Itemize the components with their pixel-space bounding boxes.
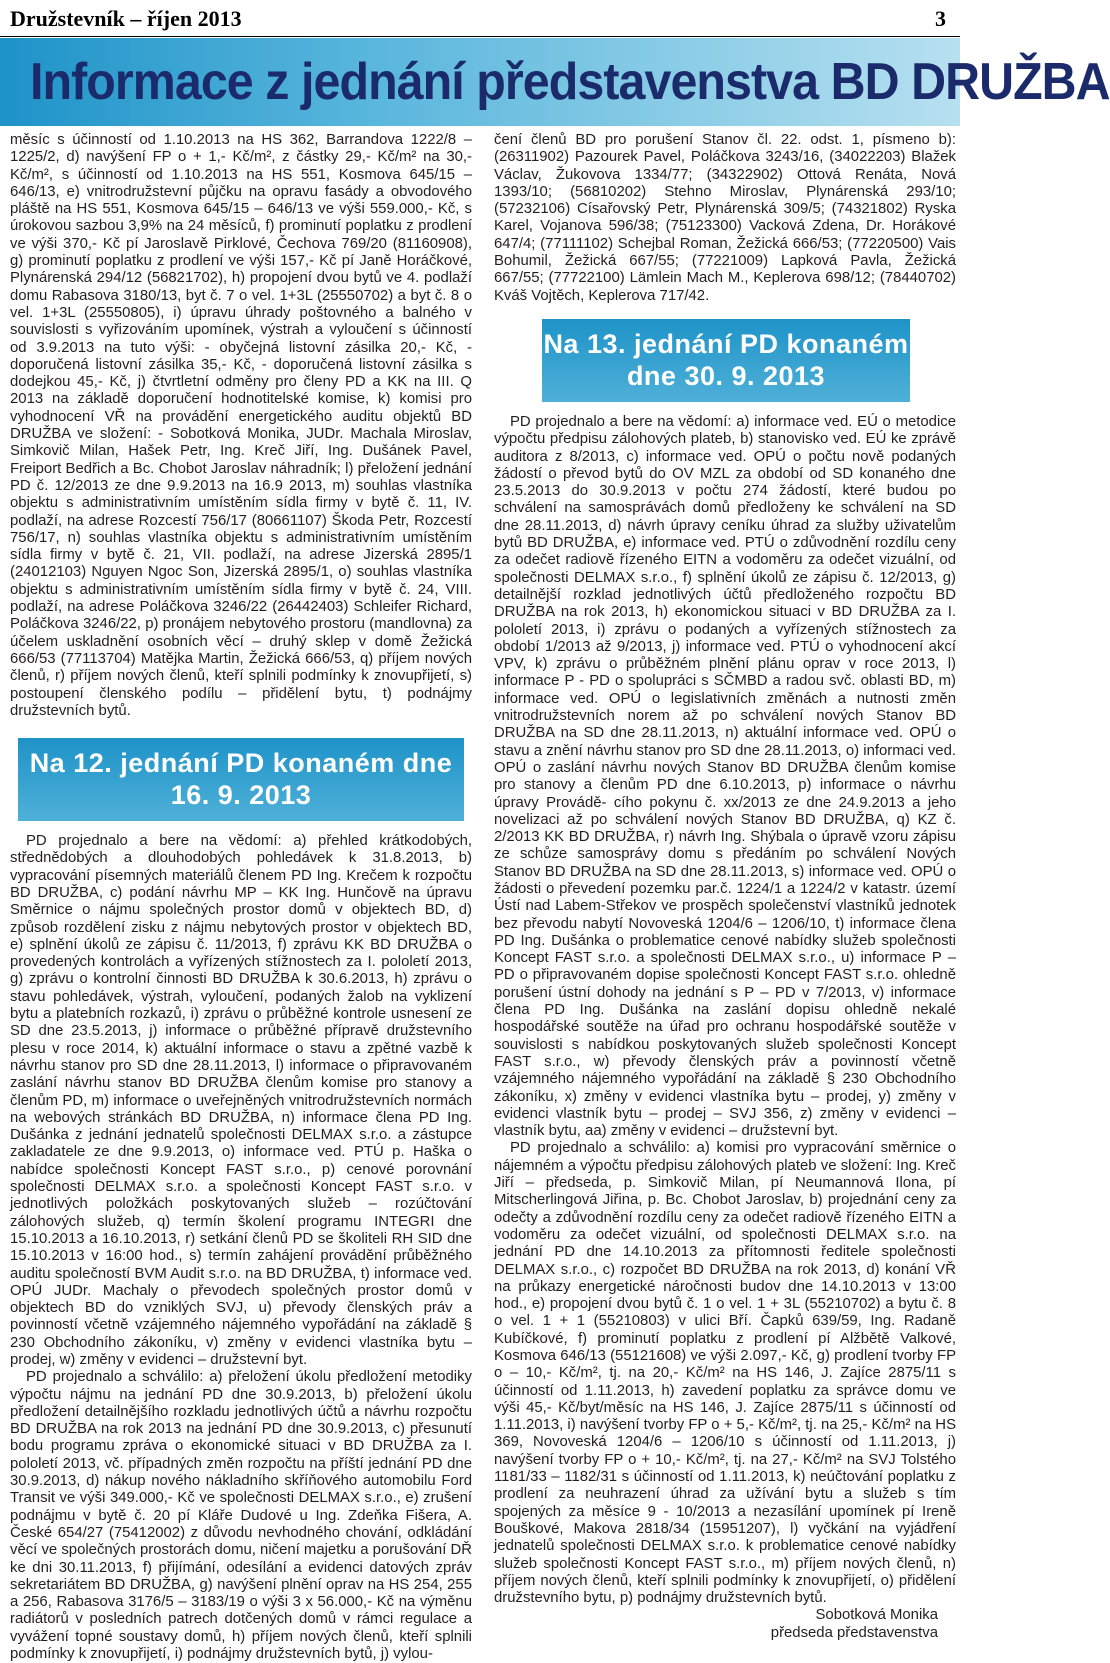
right-paragraph-3: PD projednalo a schválilo: a) komisi pro vypracování směrnice o nájemném a výpočtu předpisu zálohových plateb ve složení: Ing. Kreč Jiří – předseda, p. Simkovič Milan, pí Neumannová Ilona, pí Mitscherlingová Jiřina, p. Bc. Chobot Jaroslav, b) projednání ceny za odečty a zdůvodnění rozdílu ceny za odečet radiově řízeného EITN a vodoměru za odečet vizuální, od společnosti DELMAX s.r.o. na jednání PD dne 14.10.2013 za přítomnosti ředitele společnosti DELMAX s.r.o., c) rozpočet BD DRUŽBA na rok 2013, d) konání VŘ na průkazy energetické náročnosti budov dne 14.10.2013 v 13:00 hod., e) propojení dvou bytů č. 1 o vel. 1 + 3L (55210702) a bytu č. 8 o vel. 1 + 1 (55210803) v ulici Bří. Čapků 639/59, Ing. Radaně Kubíčkové, f) prominutí poplatku z prodlení pí Alžbětě Valkové, Kosmova 646/13 (55121608) ve výši 2.097,- Kč, g) prodlení tvorby FP o – 10,- Kč/m², tj. na 20,- Kč/m² na HS 146, J. Zajíce 2875/11 s účinností od 1.11.2013, h) zavedení poplatku za správce domu ve výši 45,- Kč/byt/měsíc na HS 146, J. Zajíce 2875/11 s účinností od 1.11.2013, i) navýšení tvorby FP o + 5,- Kč/m², tj. na 25,- Kč/m² na HS 369, Novoveská 1204/6 – 1206/10 s účinností od 1.11.2013, j) navýšení tvorby FP o + 10,- Kč/m², tj. na 27,- Kč/m² na SVJ Tolstého 1181/33 – 1182/31 s účinností od 1.11.2013, k) neúčtování poplatku z prodlení za neuhrazení úhrad za užívání bytu a služeb s tím spojených za měsíce 9 - 10/2013 a nezasílání upomínek pí Ireně Bouškové, Makova 2818/34 (15951207), l) vyčkání na vyjádření jednatelů společnosti DELMAX s.r.o. k problematice cenové nabídky služeb společnosti Koncept FAST s.r.o., m) příjem nových členů, n) příjem nových členů, kteří splnili podmínky k znovupřijetí, o) přidělení družstevního bytu, p) podnájmy družstevních bytů.	[494, 1140, 956, 1607]
right-column	[494, 132, 956, 1642]
right-paragraph-1: čení členů BD pro porušení Stanov čl. 22. odst. 1, písmeno b): (26311902) Pazourek Pavel, Poláčkova 3243/16, (34022203) Blažek Václav, Žukovova 1334/77; (34322902) Ottová Renáta, Nová 1393/10; (56810202) Stehno Miroslav, Plynárenská 293/10; (57232106) Císařovský Petr, Plynárenská 309/5; (74321802) Ryska Karel, Vojanova 596/38; (75123300) Vacková Zdena, Dr. Horákové 647/4; (77111102) Schejbal Roman, Žežická 666/53; (77220500) Vais Bohumil, Žežická 667/55; (77221009) Lapková Pavla, Žežická 667/55; (77722100) Lämlein Mach M., Keplerova 698/12; (78440702) Kváš Vojtěch, Keplerova 717/42.	[494, 132, 956, 304]
left-paragraph-2: PD projednalo a bere na vědomí: a) přehled krátkodobých, střednědobých a dlouhodobých pohledávek k 31.8.2013, b) vypracování písemných materiálů členem PD Ing. Krečem k rozpočtu BD DRUŽBA, c) podání návrhu MP – KK Ing. Hunčově na úpravu Směrnice o nájmu společných prostor domů v objektech BD, d) způsob rozdělení zisku z nájmu nebytových prostor v objektech BD, e) splnění úkolů ze zápisu č. 11/2013, f) zprávu KK BD DRUŽBA o provedených kontrolách a vyřízených stížnostech za I. pololetí 2013, g) zprávu o kontrolní činnosti BD DRUŽBA k 30.6.2013, h) zprávu o stavu pohledávek, výstrah, vyloučení, podaných žalob na vyklizení bytu a platebních rozkazů, i) zprávu o průběžné kontrole usnesení ze SD dne 23.5.2013, j) informace o průběžné přípravě družstevního plesu v roce 2014, k) aktuální informace o stavu a zpětné vazbě k návrhu stanov pro SD dne 28.11.2013, l) informace o připravovaném zaslání návrhu stanov BD DRUŽBA členům komise pro stanovy a členům PD, m) informace o uveřejněných vnitrodružstevních normách na webových stránkách BD DRUŽBA, n) informace člena PD Ing. Dušánka z jednání jednatelů společnosti DELMAX s.r.o. a zástupce zakladatele ze dne 9.9.2013, o) informace ved. PTÚ p. Haška o nabídce společnosti Koncept FAST s.r.o., p) cenové porovnání společnosti DELMAX s.r.o. a společnosti Koncept FAST s.r.o. v jednotlivých položkách poskytovaných služeb – rozúčtování zálohových služeb, q) termín školení programu INTEGRI dne 15.10.2013 a 16.10.2013, r) setkání členů PD se školiteli RH SID dne 15.10.2013 v 16:00 hod., s) termín zahájení provádění průběžného auditu společností BVM Audit s.r.o. na BD DRUŽBA, t) informace ved. OPÚ JUDr. Machaly o převodech společných prostor domů v objektech BD do vzniklých SVJ, u) převody členských práv a povinností včetně vzájemného nájemného vypořádání na základě § 230 Obchodního zákoníku, v) změny v evidenci vlastníka bytu – prodej, w) změny v evidenci – družstevní byt.	[10, 833, 472, 1368]
meeting-13-heading-text: Na 13. jednání PD konaném dne 30. 9. 2013	[543, 328, 909, 391]
left-column	[10, 132, 472, 1663]
meeting-12-heading-text: Na 12. jednání PD konaném dne 16. 9. 2013	[29, 748, 453, 811]
meeting-12-heading	[18, 738, 464, 821]
right-paragraph-2: PD projednalo a bere na vědomí: a) informace ved. EÚ o metodice výpočtu předpisu zálohových plateb, b) stanovisko ved. EÚ ke zprávě auditora z 8/2013, c) informace ved. OPÚ o počtu nově podaných žádostí o převod bytů do OV MZL za období od SD konaného dne 23.5.2013 do 30.9.2013 v počtu 274 žádostí, které budou po schválení na samosprávách domů předloženy ke schválení na SD dne 28.11.2013, d) návrh úpravy ceníku úhrad za služby uživatelům bytů BD DRUŽBA, e) informace ved. PTÚ o zdůvodnění rozdílu ceny za odečet radiově řízeného EITN a vodoměru za odečet vizuální, od společnosti DELMAX s.r.o., f) splnění úkolů ze zápisu č. 12/2013, g) detailnější rozklad jednotlivých účtů předloženého rozpočtu BD DRUŽBA na rok 2013, h) ekonomickou situaci v BD DRUŽBA za I. pololetí 2013, i) zprávu o podaných a vyřízených stížnostech za období 1/2013 až 9/2013, j) informace ved. PTÚ o vyhodnocení akcí VPV, k) zprávu o průběžném plnění plánu oprav v roce 2013, l) informace P - PD o spolupráci s SČMBD a radou svč. oblasti BD, m) informace ved. OPÚ o legislativních změnách a nutnosti změn vnitrodružstevních norem až po schválení nových Stanov BD DRUŽBA na SD dne 28.11.2013, n) aktuální informace ved. OPÚ o stavu a znění návrhu stanov pro SD dne 28.11.2013, o) informaci ved. OPÚ o zaslání návrhu nových Stanov BD DRUŽBA členům komise pro stanovy a členům PD dne 6.10.2013, p) informace o návrhu úpravy Provádě- cího pokynu č. xx/2013 ze dne 24.9.2013 a jeho novelizaci až po schválení nových Stanov BD DRUŽBA, q) KZ č. 2/2013 KK BD DRUŽBA, r) návrh Ing. Shýbala o úpravě vzoru zápisu ze schůze samosprávy domu s předáním po schválení Nových Stanov BD DRUŽBA na SD dne 28.11.2013, s) informace ved. OPÚ o žádosti o převedení pozemku par.č. 1224/1 a 1224/2 v katastr. území Ústí nad Labem-Střekov ve prospěch společenství vlastníků jednotek bez převodu nabytí Novoveská 1204/6 – 1206/10, t) informace člena PD Ing. Dušánka o problematice cenové nabídky služeb společnosti Koncept FAST s.r.o. a společnosti DELMAX s.r.o., u) informace P – PD o připravovaném dopise společnosti Koncept FAST s.r.o. ohledně porušení ústní dohody na jednání s P – PD v 7/2013, v) informace člena PD Ing. Dušánka na zaslání dopisu ohledně nekalé hospodářské soutěže na úřad pro ochranu hospodářské soutěže v souvislosti s nabídkou poskytovaných služeb společnosti Koncept FAST s.r.o., w) převody členských práv a povinností včetně vzájemného nájemného vypořádání na základě § 230 Obchodního zákoníku, x) změny v evidenci vlastníka bytu – prodej, y) změny v evidenci vlastník bytu – prodej – SVJ 356, z) změny v evidenci – vlastník bytu, aa) změny v evidenci – družstevní byt.	[494, 413, 956, 1140]
masthead	[0, 0, 960, 36]
page-number: 3	[935, 6, 946, 31]
left-paragraph-3: PD projednalo a schválilo: a) přeložení úkolu předložení metodiky výpočtu nájmu na jednání PD dne 30.9.2013, b) přeložení úkolu předložení detailnějšího rozkladu jednotlivých účtů a návrhu rozpočtu BD DRUŽBA na rok 2013 na jednání PD dne 30.9.2013, c) přesunutí bodu programu zpráva o ekonomické situaci v BD DRUŽBA za I. pololetí 2013, vč. případných změn rozpočtu na příští jednání PD dne 30.9.2013, d) nákup nového nákladního skříňového automobilu Ford Transit ve výši 349.000,- Kč ve společnosti DELMAX s.r.o., e) zrušení podnájmu v bytě č. 20 pí Kláře Dudové u Ing. Zdeňka Fišera, A. České 654/27 (75412002) z důvodu nevhodného chování, odkládání věcí ve společných prostorách domu, ničení majetku a porušování DŘ ke dni 30.11.2013, f) přijímání, odesílání a evidenci datových zpráv sekretariátem BD DRUŽBA, g) navýšení plnění oprav na HS 254, 255 a 256, Rabasova 3176/5 – 3183/19 o výši 3 x 56.000,- Kč na výměnu radiátorů v posledních patrech dotčených domů v rámci regulace a vyvážení topné soustavy domů, h) příjem nových členů, kteří splnili podmínky k znovupřijetí, i) podnájmy družstevních bytů, j) vylou-	[10, 1369, 472, 1663]
header-rule	[0, 36, 960, 37]
signature-role: předseda představenstva	[770, 1624, 938, 1641]
meeting-13-heading	[542, 319, 910, 402]
signature-name: Sobotková Monika	[815, 1607, 938, 1624]
left-paragraph-1: měsíc s účinností od 1.10.2013 na HS 362, Barrandova 1222/8 – 1225/2, d) navýšení FP o + 1,- Kč/m², z částky 29,- Kč/m² na 30,- Kč/m², s účinností od 1.10.2013 na HS 551, Kosmova 645/15 – 646/13, e) vnitrodružstevní půjčku na opravu fasády a obvodového pláště na HS 551, Kosmova 645/15 – 646/13 ve výši 559.000,- Kč, s úrokovou sazbou 3,9% na 24 měsíců, f) prominutí poplatku z prodlení ve výši 370,- Kč pí Jaroslavě Pirklové, Čechova 769/20 (81160908), g) prominutí poplatku z prodlení ve výši 157,- Kč pí Janě Horáčkové, Plynárenská 294/12 (56821702), h) propojení dvou bytů ve 4. podlaží domu Rabasova 3180/13, byt č. 7 o vel. 1+3L (25550702) a byt č. 8 o vel. 1+3L (25550805), i) úpravu úhrady poštovného a balného v souvislosti s vyřizováním upomínek, výstrah a vyloučení s účinností od 3.9.2013 na tuto výši: - obyčejná listovní zásilka 20,- Kč, - doporučená listovní zásilka 35,- Kč, - doporučená listovní zásilka s dodejkou 45,- Kč, j) čtvrtletní odměny pro členy PD a KK na III. Q 2013 na základě doporučení hodnotitelské komise, k) komisi pro vyhodnocení VŘ na provádění energetického auditu objektů BD DRUŽBA ve složení: - Sobotková Monika, JUDr. Machala Miroslav, Simkovič Milan, Hašek Petr, Ing. Kreč Jiří, Ing. Dušánek Pavel, Freiport Bedřich a Bc. Chobot Jaroslav náhradník; l) přeložení jednání PD č. 12/2013 ze dne 9.9.2013 na 16.9 2013, m) souhlas vlastníka objektu s administrativním umístěním sídla firmy v bytě č. 11, IV. podlaží, na adrese Rozcestí 756/17 (80661107) Škoda Petr, Rozcestí 756/17, n) souhlas vlastníka objektu s administrativním umístěním sídla firmy v bytě č. 21, VII. podlaží, na adrese Jizerská 2895/1 (24012103) Nguyen Ngoc Son, Jizerská 2895/1, o) souhlas vlastníka objektu s administrativním umístěním sídla firmy v bytě č. 24, VIII. podlaží, na adrese Poláčkova 3246/22 (26442403) Schleifer Richard, Poláčkova 3246/22, p) pronájem nebytového prostoru (mandlovna) za účelem uskladnění osobních věcí – druhý sklep v domě Žežická 666/53 (77113704) Matějka Martin, Žežická 666/53, q) příjem nových členů, r) příjem nových členů, kteří splnili podmínky k znovupřijetí, s) postoupení členského podílu – přidělení bytu, t) podnájmy družstevních bytů.	[10, 132, 472, 719]
issue-label: Družstevník – říjen 2013	[10, 6, 242, 31]
page-title: Informace z jednání představenstva BD DRUŽBA	[30, 53, 1110, 111]
title-banner	[0, 38, 1110, 126]
